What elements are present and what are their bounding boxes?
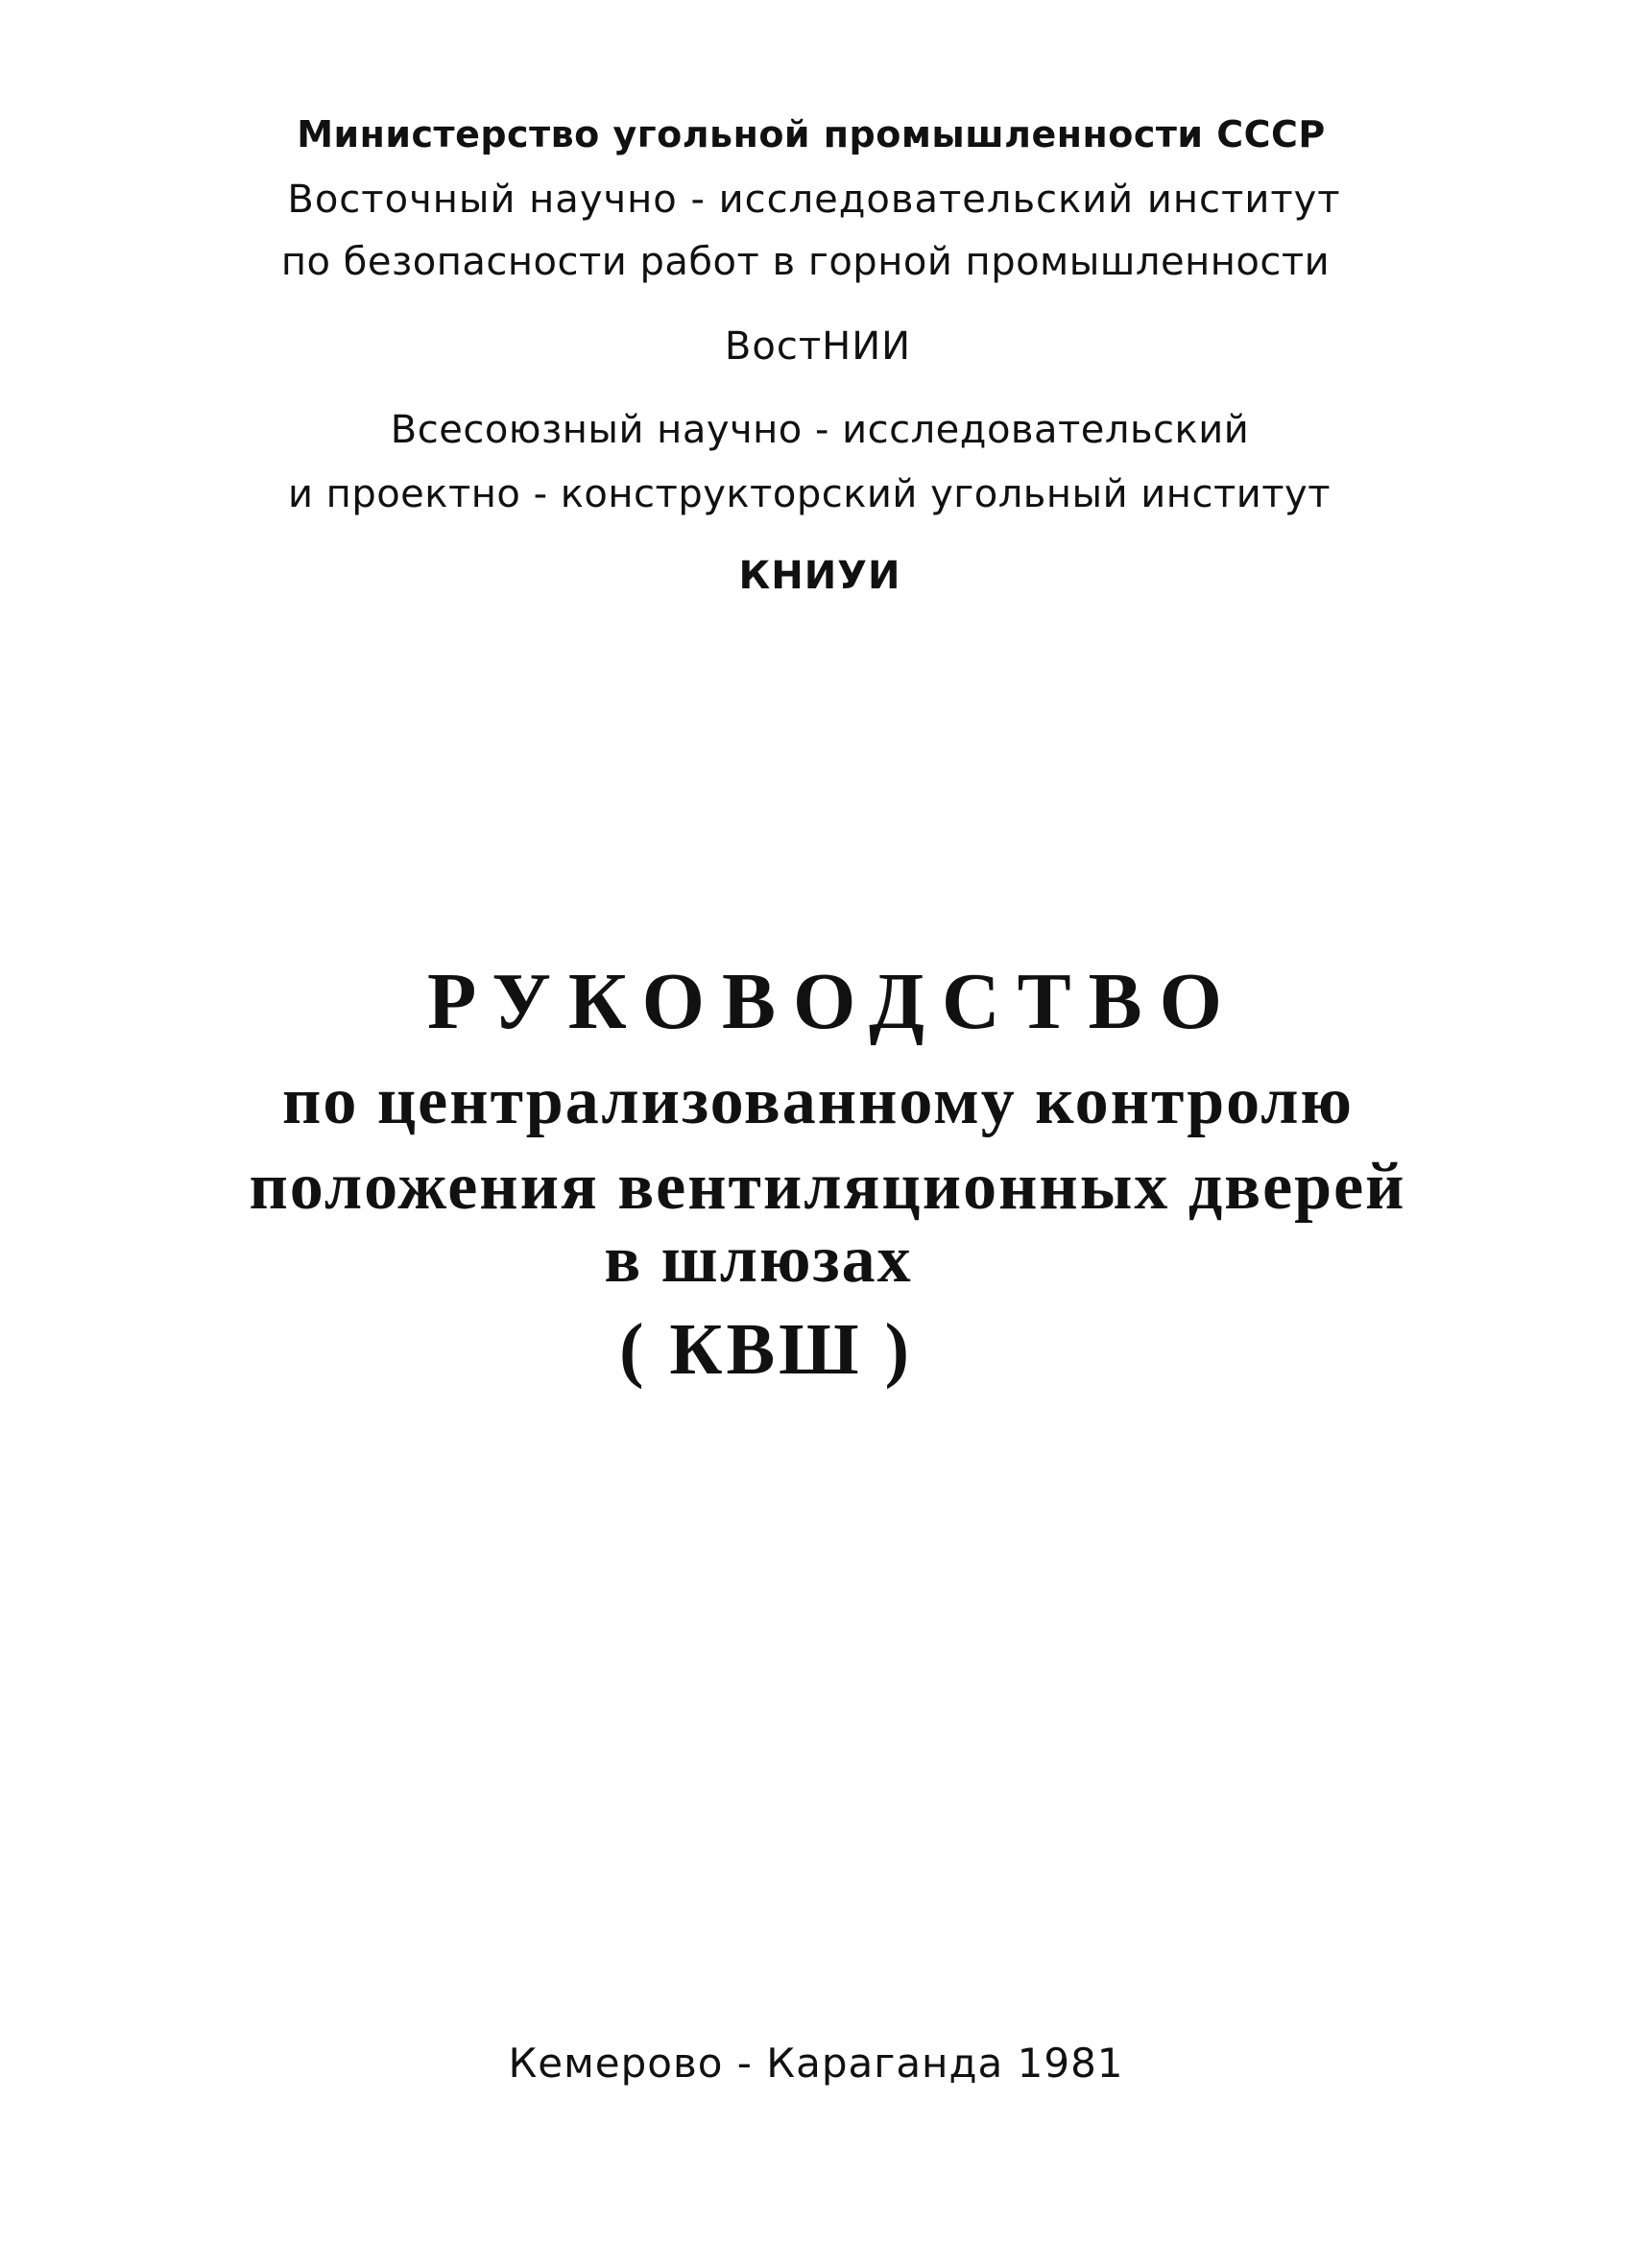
institute-name-line2: по безопасности работ в горной промышленности (280, 240, 1331, 284)
document-code: ( КВШ ) (619, 1309, 913, 1390)
union-institute-abbreviation: КНИУИ (738, 554, 901, 598)
ministry-name: Министерство угольной промышленности СССР (297, 113, 1326, 155)
document-subtitle-line1: по централизованному контролю (282, 1064, 1354, 1138)
document-subtitle-line2: положения вентиляционных дверей (249, 1150, 1406, 1224)
institute-abbreviation: ВостНИИ (724, 324, 912, 369)
document-subtitle-line3: в шлюзах (604, 1223, 913, 1297)
union-institute-line2: и проектно - конструкторский угольный институт (287, 472, 1332, 516)
institute-name-line1: Восточный научно - исследовательский институт (287, 178, 1341, 222)
document-title: РУКОВОДСТВО (426, 957, 1240, 1046)
union-institute-line1: Всесоюзный научно - исследовательский (390, 408, 1250, 452)
publication-place-year: Кемерово - Караганда 1981 (508, 2040, 1124, 2087)
